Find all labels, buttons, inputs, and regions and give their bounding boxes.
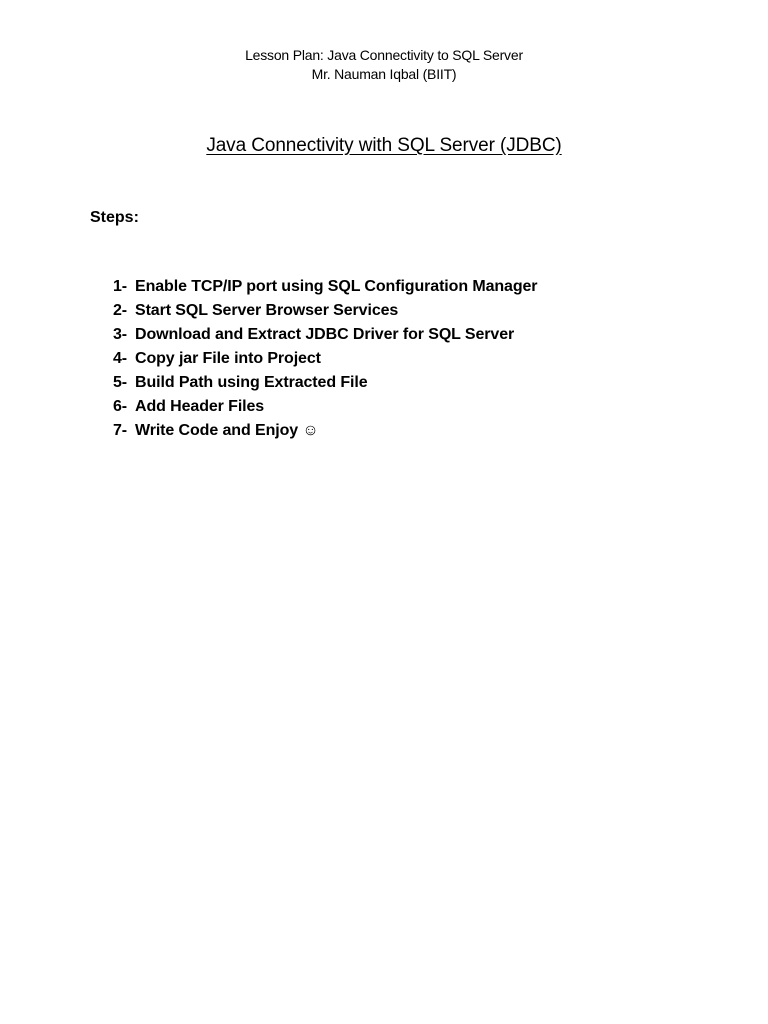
step-text: Add Header Files: [135, 398, 265, 415]
step-number: 5-: [113, 374, 128, 391]
document-title: Java Connectivity with SQL Server (JDBC): [206, 135, 562, 156]
step-number: 2-: [113, 302, 128, 319]
step-item: [113, 325, 537, 349]
step-number: 1-: [113, 278, 128, 295]
step-text: Enable TCP/IP port using SQL Configuration Manager: [135, 278, 538, 295]
steps-list: [113, 277, 537, 445]
step-item: [113, 421, 537, 445]
step-item: [113, 397, 537, 421]
step-item: [113, 373, 537, 397]
step-number: 3-: [113, 326, 128, 343]
step-number: 6-: [113, 398, 128, 415]
step-item: [113, 301, 537, 325]
author-line: Mr. Nauman Iqbal (BIIT): [311, 66, 457, 82]
step-number: 7-: [113, 422, 128, 439]
lesson-plan-header: Lesson Plan: Java Connectivity to SQL Server: [245, 47, 523, 63]
step-text: Download and Extract JDBC Driver for SQL Server: [135, 326, 515, 343]
step-item: [113, 277, 537, 301]
step-text: Start SQL Server Browser Services: [135, 302, 399, 319]
step-text: Build Path using Extracted File: [135, 374, 368, 391]
steps-heading: Steps:: [90, 209, 139, 226]
step-item: [113, 349, 537, 373]
step-text: Write Code and Enjoy ☺: [135, 422, 319, 439]
step-number: 4-: [113, 350, 128, 367]
step-text: Copy jar File into Project: [135, 350, 321, 367]
